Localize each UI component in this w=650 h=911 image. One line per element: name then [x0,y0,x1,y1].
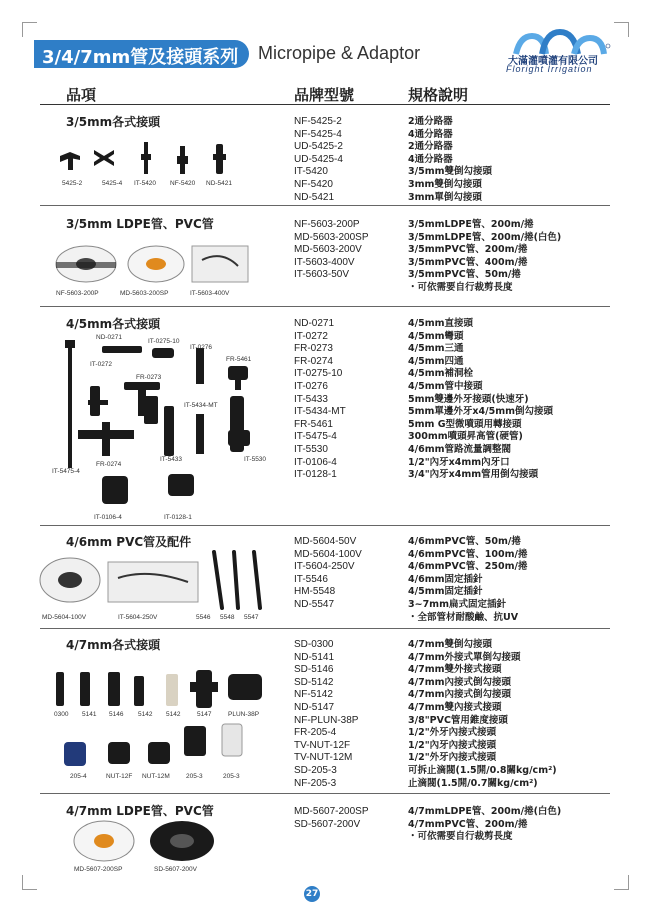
column-header-item: 品項 [66,86,97,104]
section-title: 3/5mm LDPE管、PVC管 [66,217,214,231]
product-label: MD-5607-200SP [74,866,123,873]
model-number: IT-5530 [294,443,328,455]
model-number: IT-5603-50V [294,269,350,281]
spec-text: 4/5mm管中接頭 [408,380,483,392]
spec-text: 4/7mm內接式倒勾接頭 [408,676,511,688]
product-label: 205-3 [186,773,203,780]
spec-text: 2通分路器 [408,141,453,153]
connector-products-image [58,140,248,180]
product-label: 5146 [109,711,124,718]
product-label: 5548 [220,614,235,621]
spec-text: 4/5mm四通 [408,355,464,367]
spec-text: 4/5mm補洞栓 [408,368,473,380]
tube-roll-products-image [52,240,252,288]
spec-list [408,116,492,204]
model-number: MD-5603-200SP [294,231,369,243]
spec-text: 4/5mm三通 [408,343,464,355]
model-number: FR-0274 [294,355,333,367]
spec-text: 1/2"內牙x4mm內牙口 [408,456,510,468]
spec-text: 3/5mmLDPE管、200m/捲 [408,219,534,230]
spec-text: 4/7mm內接式倒勾接頭 [408,689,511,701]
spec-text: 4通分路器 [408,128,453,140]
model-number: NF-5142 [294,689,333,701]
model-number: IT-0272 [294,330,328,342]
section-divider [40,793,610,794]
product-label: 5425-2 [62,180,83,187]
model-number: NF-PLUN-38P [294,714,359,726]
model-number: SD-5146 [294,664,334,676]
model-number: FR-5461 [294,418,333,430]
pvc-tube-products-image [38,548,268,612]
crop-mark [22,22,37,37]
model-list [294,116,343,204]
section-title: 3/5mm各式接頭 [66,115,161,129]
section-divider [40,205,610,206]
spec-list [408,318,553,482]
model-list [294,318,346,482]
product-label: NUT-12F [106,773,133,780]
section-title: 4/7mm各式接頭 [66,638,161,652]
spec-text: 4/6mmPVC管、100m/捲 [408,548,528,560]
model-number: UD-5425-4 [294,153,343,165]
spec-text: 可拆止滴閥(1.5開/0.8關kg/cm²) [408,764,557,776]
model-list [294,219,368,282]
product-label: FR-5461 [226,356,252,363]
model-list [294,639,358,790]
model-number: MD-5604-100V [294,548,362,560]
model-number: NF-5425-2 [294,116,342,127]
model-list [294,806,368,831]
spec-text: 4/5mm直接頭 [408,318,473,329]
spec-text: 3/5mmPVC管、200m/捲 [408,244,528,256]
model-number: IT-5603-400V [294,256,355,268]
product-label: IT-5604-250V [118,614,158,621]
product-label: IT-5420 [134,180,157,187]
model-number: TV-NUT-12M [294,752,353,764]
product-label: 5147 [197,711,212,718]
section-title: 4/6mm PVC管及配件 [66,535,192,549]
title-banner [34,40,249,68]
section-title: 4/7mm LDPE管、PVC管 [66,804,214,818]
product-label: SD-5607-200V [154,866,197,873]
column-header-spec: 規格說明 [408,86,469,104]
product-label: IT-5603-400V [190,290,230,297]
product-label: FR-0274 [96,461,122,468]
product-label: IT-0106-4 [94,514,122,521]
model-number: UD-5425-2 [294,141,343,153]
spec-text: 3/5mm雙倒勾接頭 [408,166,492,178]
page-title-cn: 3/4/7mm管及接頭系列 [42,47,239,68]
model-number: FR-0273 [294,343,333,355]
4-7mm-fitting-products-image [50,666,280,776]
product-label: NF-5603-200P [56,290,99,297]
product-label: IT-5433 [160,456,183,463]
model-number: IT-5434-MT [294,406,346,418]
spec-text: 3/8"PVC管用錐度接頭 [408,714,508,726]
spec-text: 3mm單倒勾接頭 [408,191,482,203]
product-label: 5425-4 [102,180,123,187]
spec-text: 4/7mm雙內接式接頭 [408,701,502,713]
model-number: IT-5475-4 [294,431,337,443]
section-divider [40,306,610,307]
product-label: NUT-12M [142,773,170,780]
spec-text: 2通分路器 [408,116,453,127]
spec-text: 300mm噴頭昇高管(硬管) [408,431,523,443]
model-number: NF-5420 [294,178,333,190]
spec-text: 1/2"外牙內接式接頭 [408,752,497,764]
product-label: IT-5434-MT [184,402,218,409]
model-number: HM-5548 [294,586,336,598]
spec-text: 5mm雙邊外牙接頭(快速牙) [408,393,529,405]
product-label: ND-5421 [206,180,233,187]
model-number: NF-5603-200P [294,219,360,230]
product-label: 5142 [166,711,181,718]
model-number: IT-5433 [294,393,328,405]
spec-text: 4/6mm固定插針 [408,573,483,585]
model-number: IT-0106-4 [294,456,337,468]
product-label: 205-4 [70,773,87,780]
spec-text: 3/5mmLDPE管、200m/捲(白色) [408,231,562,243]
product-label: MD-5604-100V [42,614,87,621]
product-label: MD-5603-200SP [120,290,169,297]
product-label: FR-0273 [136,374,162,381]
model-number: IT-0275-10 [294,368,343,380]
spec-text: ・全部管材耐酸鹼、抗UV [408,611,519,623]
product-label: 5546 [196,614,211,621]
spec-text: 止滴閥(1.5開/0.7關kg/cm²) [408,777,538,789]
spec-text: 4/6mmPVC管、250m/捲 [408,561,528,573]
product-label: 5142 [138,711,153,718]
spec-text: 3mm雙倒勾接頭 [408,178,482,190]
header-divider [40,104,610,105]
product-label: 5547 [244,614,259,621]
section-title: 4/5mm各式接頭 [66,317,161,331]
product-label: NF-5420 [170,180,196,187]
crop-mark [614,875,629,890]
model-number: ND-5141 [294,651,335,663]
spec-list [408,219,561,295]
model-number: MD-5603-200V [294,244,362,256]
model-number: IT-5604-250V [294,561,355,573]
column-header-model: 品牌型號 [294,86,355,104]
spec-text: 4/6mmPVC管、50m/捲 [408,536,521,547]
product-label: IT-0275-10 [148,338,180,345]
spec-text: 1/2"內牙內接式接頭 [408,739,497,751]
spec-text: ・可依需要自行裁剪長度 [408,281,513,293]
spec-text: 3/4"內牙x4mm管用倒勾接頭 [408,469,539,481]
model-number: IT-0276 [294,380,328,392]
product-label: IT-5530 [244,456,267,463]
product-label: IT-0128-1 [164,514,192,521]
spec-text: 3~7mm扁式固定插針 [408,598,506,610]
product-label: 5141 [82,711,97,718]
product-label: IT-0276 [190,344,213,351]
model-number: IT-5546 [294,573,328,585]
company-name-en: Floright Irrigation [506,64,593,74]
product-label: PLUN-38P [228,711,260,718]
spec-text: 3/5mmPVC管、50m/捲 [408,269,521,281]
model-number: MD-5604-50V [294,536,357,547]
spec-text: 4/7mm雙倒勾接頭 [408,639,492,650]
model-number: IT-0128-1 [294,469,337,481]
fitting-products-image [52,336,282,516]
product-label: IT-0272 [90,361,113,368]
spec-text: 3/5mmPVC管、400m/捲 [408,256,528,268]
product-label: 0300 [54,711,69,718]
product-label: ND-0271 [96,334,123,341]
section-divider [40,525,610,526]
model-number: MD-5607-200SP [294,806,369,817]
spec-text: 4通分路器 [408,153,453,165]
model-number: SD-205-3 [294,764,337,776]
ldpe-tube-roll-products-image [70,818,220,864]
model-number: FR-205-4 [294,727,337,739]
spec-text: 4/7mmPVC管、200m/捲 [408,818,528,830]
spec-text: 4/6mm管路流量調整閥 [408,443,511,455]
model-number: SD-5607-200V [294,818,361,830]
model-number: IT-5420 [294,166,328,178]
company-name-cn: 大滿灌噴灌有限公司 [508,56,598,67]
model-number: ND-5421 [294,191,335,203]
spec-text: 5mm單邊外牙x4/5mm倒勾接頭 [408,406,554,418]
product-label: IT-5475-4 [52,468,80,475]
section-divider [40,628,610,629]
model-number: ND-5547 [294,598,335,610]
model-number: NF-5425-4 [294,128,342,140]
spec-text: 4/7mm外接式單倒勾接頭 [408,651,521,663]
spec-text: ・可依需要自行裁剪長度 [408,831,513,843]
spec-text: 4/7mmLDPE管、200m/捲(白色) [408,806,562,817]
spec-text: 4/5mm固定插針 [408,586,483,598]
page-number: 27 [304,886,320,902]
model-number: SD-0300 [294,639,334,650]
model-list [294,536,362,612]
product-label: 205-3 [223,773,240,780]
spec-list [408,639,557,790]
model-number: TV-NUT-12F [294,739,351,751]
spec-text: 1/2"外牙內接式接頭 [408,727,497,739]
model-number: ND-0271 [294,318,335,329]
page-title-en: Micropipe & Adaptor [258,43,421,63]
spec-list [408,806,561,844]
spec-text: 4/7mm雙外接式接頭 [408,664,502,676]
model-number: SD-5142 [294,676,334,688]
crop-mark [22,875,37,890]
model-number: ND-5147 [294,701,335,713]
spec-text: 5mm G型微噴頭用轉接頭 [408,418,522,430]
spec-list [408,536,527,624]
model-number: NF-205-3 [294,777,337,789]
spec-text: 4/5mm彎頭 [408,330,464,342]
